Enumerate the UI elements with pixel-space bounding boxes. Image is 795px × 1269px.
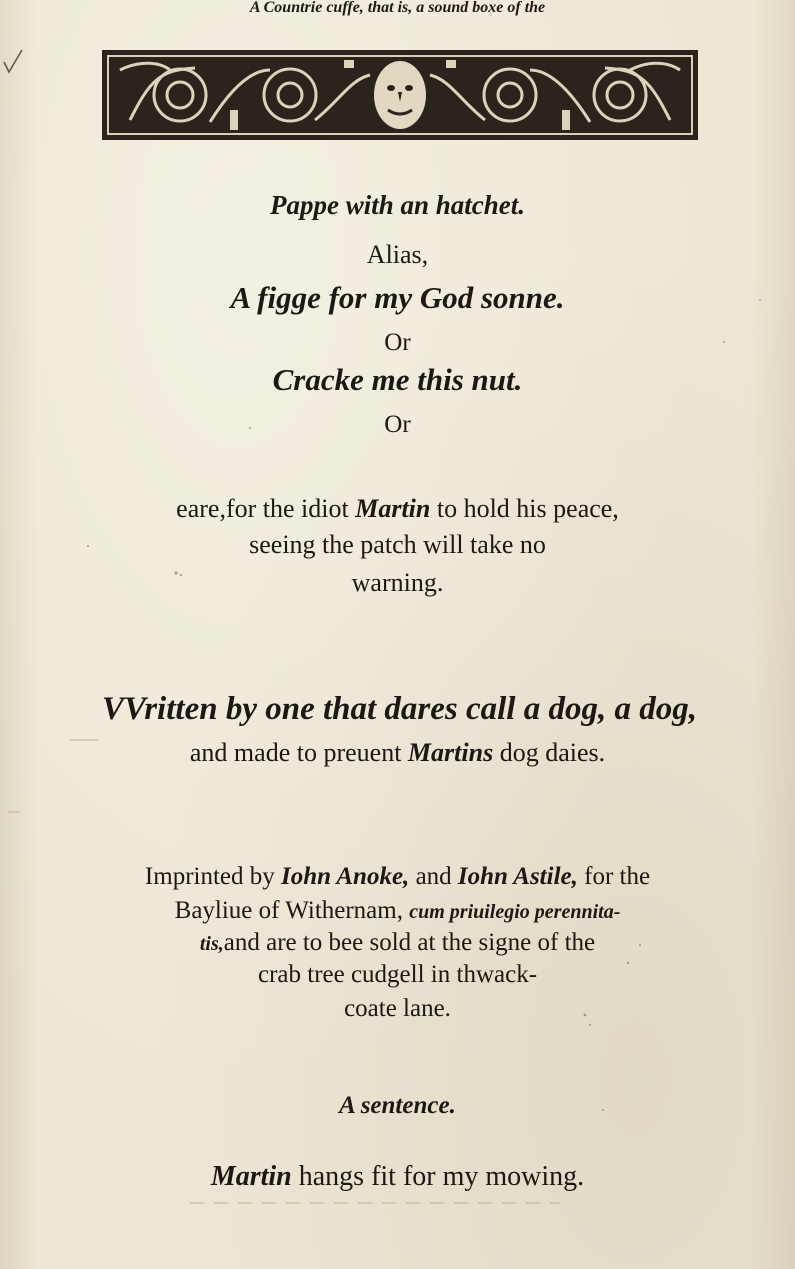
subtitle-countrie: A Countrie cuffe, that is, a sound boxe of the xyxy=(249,0,546,16)
alias-line: Alias, xyxy=(366,240,429,269)
subtitle-figge: A figge for my God sonne. xyxy=(230,280,565,315)
or-line-2: Or xyxy=(384,411,411,438)
description-line-seeing: seeing the patch will take no xyxy=(249,530,546,559)
description-line-eare: eare,for the idiot Martin to hold his peace, xyxy=(176,494,619,523)
imprint-line-3: tis,and are to bee sold at the signe of the xyxy=(199,929,596,956)
author-line-made: and made to preuent Martins dog daies. xyxy=(189,738,606,767)
imprint-line-2: Bayliue of Withernam, cum priuilegio perennita- xyxy=(174,897,621,924)
subtitle-cracke: Cracke me this nut. xyxy=(272,362,523,397)
title-line: Pappe with an hatchet. xyxy=(269,190,526,220)
sentence-heading: A sentence. xyxy=(339,1092,456,1119)
or-line-1: Or xyxy=(384,329,411,356)
sentence-text: Martin hangs fit for my mowing. xyxy=(210,1161,585,1192)
imprint-line-5: coate lane. xyxy=(344,995,451,1022)
description-line-warning: warning. xyxy=(351,568,444,597)
imprint-line-1: Imprinted by Iohn Anoke, and Iohn Astile, for the xyxy=(144,863,651,890)
imprint-line-4: crab tree cudgell in thwack- xyxy=(257,961,538,988)
author-line: VVritten by one that dares call a dog, a dog, xyxy=(102,691,697,727)
